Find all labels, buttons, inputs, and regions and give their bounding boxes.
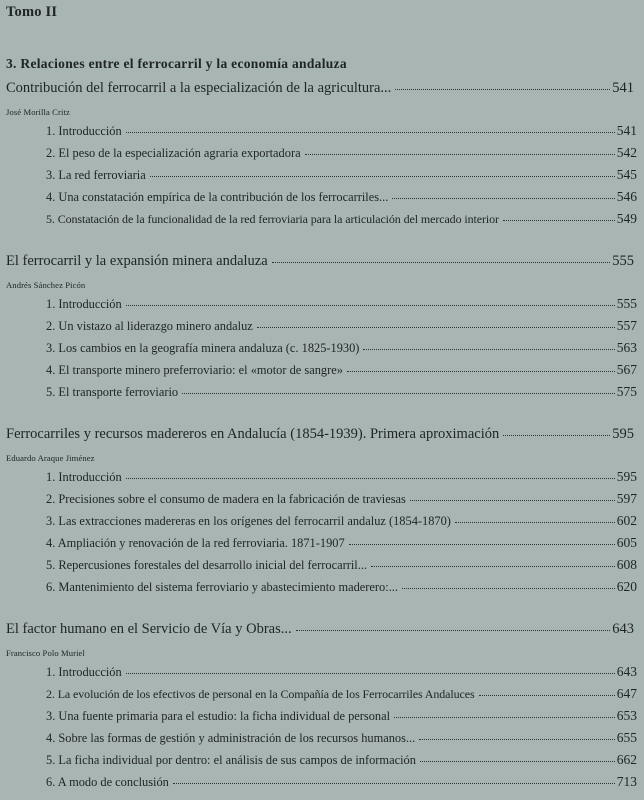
dot-leader: [503, 435, 610, 436]
toc-item-label: 4. El transporte minero preferroviario: el «motor de sangre»: [46, 363, 343, 377]
page-number: 643: [616, 664, 637, 679]
page-number: 595: [616, 469, 637, 484]
page-number: 557: [616, 318, 637, 333]
toc-item[interactable]: [46, 513, 637, 529]
toc-item[interactable]: [46, 340, 637, 356]
toc-item[interactable]: [46, 686, 637, 702]
dot-leader: [479, 695, 615, 696]
chapter-title: Contribución del ferrocarril a la especialización de la agricultura...: [6, 80, 392, 96]
dot-leader: [272, 262, 611, 263]
toc-item[interactable]: [46, 189, 637, 205]
toc-item[interactable]: [46, 579, 637, 595]
toc-item-label: 2. Un vistazo al liderazgo minero andaluz: [46, 319, 253, 333]
toc-item[interactable]: [46, 752, 637, 768]
toc-item[interactable]: [46, 384, 637, 400]
dot-leader: [419, 739, 615, 740]
chapter-title: Ferrocarriles y recursos madereros en Andalucía (1854-1939). Primera aproximación: [6, 426, 500, 442]
toc-item-label: 4. Sobre las formas de gestión y administración de los recursos humanos...: [46, 731, 416, 745]
toc-item[interactable]: [46, 664, 637, 680]
dot-leader: [173, 783, 615, 784]
toc-item[interactable]: [46, 469, 637, 485]
toc-item-label: 6. Mantenimiento del sistema ferroviario y abastecimiento maderero:...: [46, 580, 398, 594]
toc-item[interactable]: [46, 123, 637, 139]
toc-item[interactable]: [46, 535, 637, 551]
toc-item[interactable]: [46, 296, 637, 312]
page-number: 647: [616, 686, 637, 701]
toc-item-label: 1. Introducción: [46, 124, 122, 138]
toc-item[interactable]: [46, 708, 637, 724]
chapter-author: Eduardo Araque Jiménez: [6, 453, 95, 463]
toc-item[interactable]: [46, 362, 637, 378]
toc-item-label: 5. Constatación de la funcionalidad de la red ferroviaria para la articulación del mercado interior: [46, 212, 499, 226]
dot-leader: [395, 89, 610, 90]
dot-leader: [402, 588, 615, 589]
toc-item-label: 2. Precisiones sobre el consumo de madera en la fabricación de traviesas: [46, 492, 406, 506]
toc-item[interactable]: [46, 774, 637, 790]
toc-item[interactable]: [46, 167, 637, 183]
toc-item-label: 5. La ficha individual por dentro: el análisis de sus campos de información: [46, 753, 416, 767]
page-number: 608: [616, 557, 637, 572]
chapter-author: José Morilla Critz: [6, 107, 70, 117]
dot-leader: [126, 478, 615, 479]
dot-leader: [305, 154, 615, 155]
toc-item-label: 5. El transporte ferroviario: [46, 385, 179, 399]
toc-item-label: 1. Introducción: [46, 297, 122, 311]
dot-leader: [126, 132, 615, 133]
page-number: 542: [616, 145, 637, 160]
toc-item-label: 2. El peso de la especialización agraria exportadora: [46, 146, 301, 160]
toc-item-label: 3. Las extracciones madereras en los orígenes del ferrocarril andaluz (1854-1870): [46, 514, 451, 528]
toc-item[interactable]: [46, 211, 637, 227]
toc-item-label: 3. Los cambios en la geografía minera andaluza (c. 1825-1930): [46, 341, 360, 355]
toc-item[interactable]: [46, 557, 637, 573]
toc-item[interactable]: [46, 318, 637, 334]
page-number: 541: [616, 123, 637, 138]
page-number: 567: [616, 362, 637, 377]
dot-leader: [349, 544, 615, 545]
page-number: 546: [616, 189, 637, 204]
dot-leader: [150, 176, 615, 177]
chapter-entry[interactable]: [6, 253, 634, 270]
chapter-title: El factor humano en el Servicio de Vía y Obras...: [6, 621, 292, 637]
toc-item[interactable]: [46, 491, 637, 507]
toc-item-label: 4. Ampliación y renovación de la red ferroviaria. 1871-1907: [46, 536, 345, 550]
page-number: 555: [612, 253, 634, 269]
page-number: 620: [616, 579, 637, 594]
page-number: 545: [616, 167, 637, 182]
dot-leader: [455, 522, 615, 523]
page-number: 605: [616, 535, 637, 550]
page-number: 602: [616, 513, 637, 528]
dot-leader: [371, 566, 615, 567]
chapter-entry[interactable]: [6, 80, 634, 97]
toc-item-label: 3. La red ferroviaria: [46, 168, 146, 182]
dot-leader: [257, 327, 615, 328]
dot-leader: [296, 630, 611, 631]
dot-leader: [503, 220, 615, 221]
page-number: 555: [616, 296, 637, 311]
chapter-author: Francisco Polo Muriel: [6, 648, 85, 658]
page-number: 653: [616, 708, 637, 723]
page-number: 549: [616, 211, 637, 226]
page-number: 575: [616, 384, 637, 399]
dot-leader: [363, 349, 614, 350]
toc-item-label: 3. Una fuente primaria para el estudio: la ficha individual de personal: [46, 709, 391, 723]
toc-item-label: 1. Introducción: [46, 665, 122, 679]
chapter-author: Andrés Sánchez Picón: [6, 280, 86, 290]
volume-label: Tomo II: [6, 4, 58, 20]
section-title: 3. Relaciones entre el ferrocarril y la economía andaluza: [6, 56, 347, 71]
toc-item[interactable]: [46, 730, 637, 746]
chapter-entry[interactable]: [6, 426, 634, 443]
chapter-entry[interactable]: [6, 621, 634, 638]
page-number: 713: [616, 774, 637, 789]
page-number: 597: [616, 491, 637, 506]
page-number: 662: [616, 752, 637, 767]
toc-item-label: 1. Introducción: [46, 470, 122, 484]
dot-leader: [392, 198, 614, 199]
dot-leader: [394, 717, 615, 718]
dot-leader: [410, 500, 615, 501]
chapter-title: El ferrocarril y la expansión minera andaluza: [6, 253, 268, 269]
dot-leader: [347, 371, 615, 372]
toc-item-label: 4. Una constatación empírica de la contribución de los ferrocarriles...: [46, 190, 389, 204]
toc-item-label: 5. Repercusiones forestales del desarrollo inicial del ferrocarril...: [46, 558, 367, 572]
dot-leader: [126, 305, 615, 306]
dot-leader: [182, 393, 615, 394]
page-number: 541: [612, 80, 634, 96]
page-number: 655: [616, 730, 637, 745]
page-number: 563: [616, 340, 637, 355]
page-number: 595: [612, 426, 634, 442]
dot-leader: [420, 761, 615, 762]
toc-item[interactable]: [46, 145, 637, 161]
page-number: 643: [612, 621, 634, 637]
toc-item-label: 2. La evolución de los efectivos de personal en la Compañía de los Ferrocarriles Andaluces: [46, 687, 475, 701]
toc-item-label: 6. A modo de conclusión: [46, 775, 169, 789]
dot-leader: [126, 673, 615, 674]
